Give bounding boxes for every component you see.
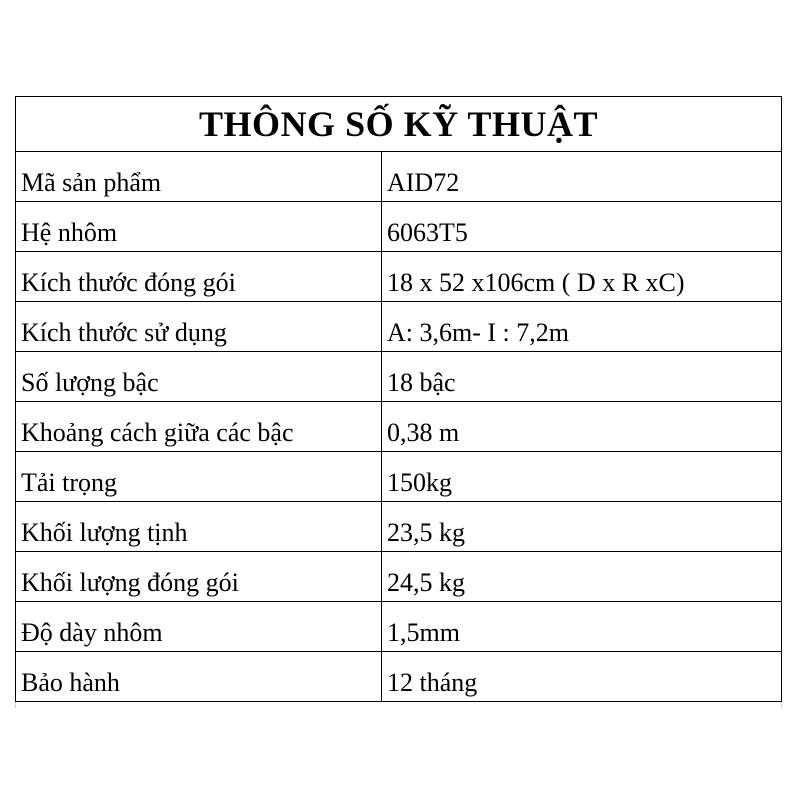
spreadsheet-area — [0, 96, 800, 708]
table-row — [16, 152, 782, 202]
row-label[interactable]: Bảo hành — [16, 652, 382, 702]
row-value[interactable]: 6063T5 — [382, 202, 782, 252]
row-value[interactable]: A: 3,6m- I : 7,2m — [382, 302, 782, 352]
row-label[interactable]: Mã sản phẩm — [16, 152, 382, 202]
table-row — [16, 402, 782, 452]
row-label[interactable]: Số lượng bậc — [16, 352, 382, 402]
title-row — [16, 97, 782, 152]
table-row — [16, 652, 782, 702]
row-value[interactable]: AID72 — [382, 152, 782, 202]
table-row — [16, 452, 782, 502]
row-value[interactable]: 12 tháng — [382, 652, 782, 702]
row-value[interactable]: 18 x 52 x106cm ( D x R xC) — [382, 252, 782, 302]
row-label[interactable]: Hệ nhôm — [16, 202, 382, 252]
table-title[interactable]: THÔNG SỐ KỸ THUẬT — [16, 97, 782, 152]
row-label[interactable]: Tải trọng — [16, 452, 382, 502]
row-label[interactable]: Khoảng cách giữa các bậc — [16, 402, 382, 452]
table-row — [16, 302, 782, 352]
spec-table — [15, 96, 782, 702]
table-row — [16, 602, 782, 652]
row-label[interactable]: Kích thước đóng gói — [16, 252, 382, 302]
row-label[interactable]: Kích thước sử dụng — [16, 302, 382, 352]
row-value[interactable]: 150kg — [382, 452, 782, 502]
row-label[interactable]: Khối lượng đóng gói — [16, 552, 382, 602]
row-value[interactable]: 24,5 kg — [382, 552, 782, 602]
row-value[interactable]: 0,38 m — [382, 402, 782, 452]
row-value[interactable]: 1,5mm — [382, 602, 782, 652]
table-row — [16, 252, 782, 302]
row-label[interactable]: Độ dày nhôm — [16, 602, 382, 652]
table-row — [16, 552, 782, 602]
row-value[interactable]: 18 bậc — [382, 352, 782, 402]
row-label[interactable]: Khối lượng tịnh — [16, 502, 382, 552]
table-row — [16, 202, 782, 252]
row-value[interactable]: 23,5 kg — [382, 502, 782, 552]
table-row — [16, 502, 782, 552]
table-row — [16, 352, 782, 402]
